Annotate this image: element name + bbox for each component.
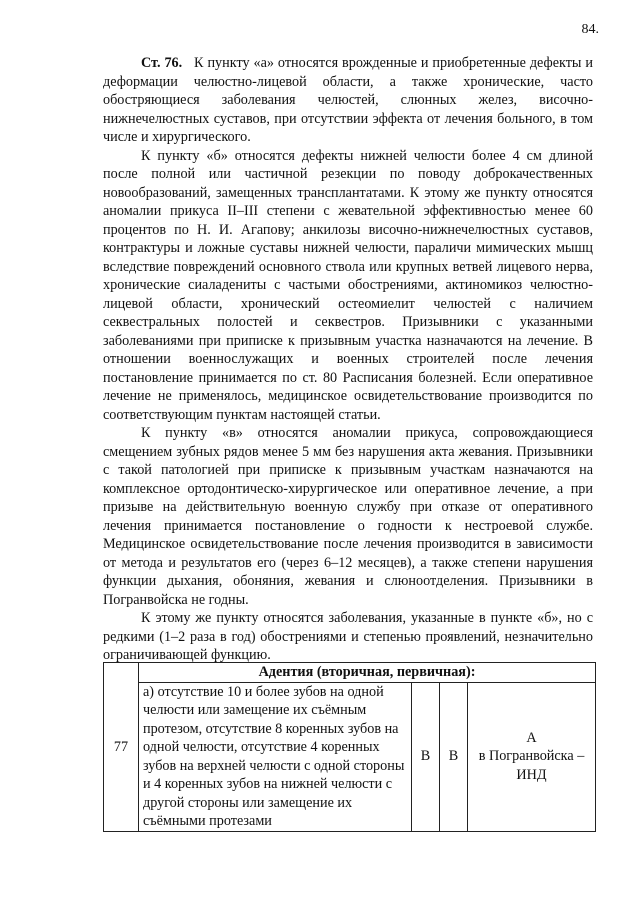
table-row [104, 682, 596, 831]
paragraph-a [103, 54, 593, 147]
table-heading: Адентия (вторичная, первичная): [139, 663, 596, 683]
page-number: 84. [581, 22, 599, 37]
category-col-3 [468, 682, 596, 831]
paragraph-a-text: К пункту «а» относятся врожденные и приобретенные дефекты и деформации челюстно-лицевой области, а также хронические, часто обостряющиеся заболевания челюстей, слюнных желез, височно-нижнечелюстных суставов, при отсутствии эффекта от лечения больного, в том числе и хирургического. [103, 55, 593, 145]
article-text [103, 54, 593, 665]
paragraph-v: К пункту «в» относятся аномалии прикуса, сопровождающиеся смещением зубных рядов менее 5 мм без нарушения акта жевания. Призывники с такой патологией при приписке к призывным участкам назначаются на комплексное ортодонтическо-хирургическое или оперативное лечение, а при призыве на действительную военную службу при отказе от оперативного лечения принимается постановление о годности к нестроевой службе. Медицинское освидетельствование после лечения производится в зависимости от метода и результатов его (через 6–12 месяцев), а также степени нарушения функции дыхания, обоняния, жевания и слюноотделения. Призывники в Погранвойска не годны. [103, 425, 593, 608]
table-row [104, 663, 596, 683]
category-col-3-line-3: ИНД [516, 766, 547, 783]
paragraph-v-extra: К этому же пункту относятся заболевания, указанные в пункте «б», но с редкими (1–2 раза в год) обострениями и степенью проявлений, незначительно ограничивающей функцию. [103, 610, 593, 663]
category-col-3-line-2: в Погранвойска – [478, 748, 585, 765]
disease-schedule-table [103, 662, 596, 832]
category-col-1: В [412, 682, 440, 831]
category-col-2: В [440, 682, 468, 831]
category-col-3-line-1: А [526, 729, 537, 746]
paragraph-b: К пункту «б» относятся дефекты нижней челюсти более 4 см длиной после полной или частичной резекции по поводу доброкачественных новообразований, замещенных трансплантатами. К этому же пункту относятся аномалии прикуса II–III степени с жевательной эффективностью менее 60 процентов по Н. И. Агапову; анкилозы височно-нижнечелюстных суставов, контрактуры и ложные суставы нижней челюсти, параличи мимических мышц вследствие повреждений основного ствола или крупных ветвей лицевого нерва, хронические сиаладениты с частыми обострениями, актиномикоз челюстно-лицевой области, хронический остеомиелит челюстей с наличием секвестральных полостей и секвестров. Призывники с указанными заболеваниями при приписке к призывным участка назначаются на лечение. В отношении военнослужащих и военных строителей после лечения постановление принимается по ст. 80 Расписания болезней. Если оперативное лечение не применялось, медицинское освидетельствование производится по соответствующим пунктам настоящей статьи. [103, 147, 593, 423]
row-number: 77 [104, 663, 139, 832]
article-number: Ст. 76. [141, 55, 183, 71]
item-description: а) отсутствие 10 и более зубов на одной челюсти или замещение их съёмным протезом, отсутствие 8 коренных зубов на одной челюсти, отсутствие 4 коренных зубов на верхней челюсти с одной стороны и 4 коренных зубов на нижней челюсти с другой стороны или замещение их съёмными протезами [139, 682, 412, 831]
